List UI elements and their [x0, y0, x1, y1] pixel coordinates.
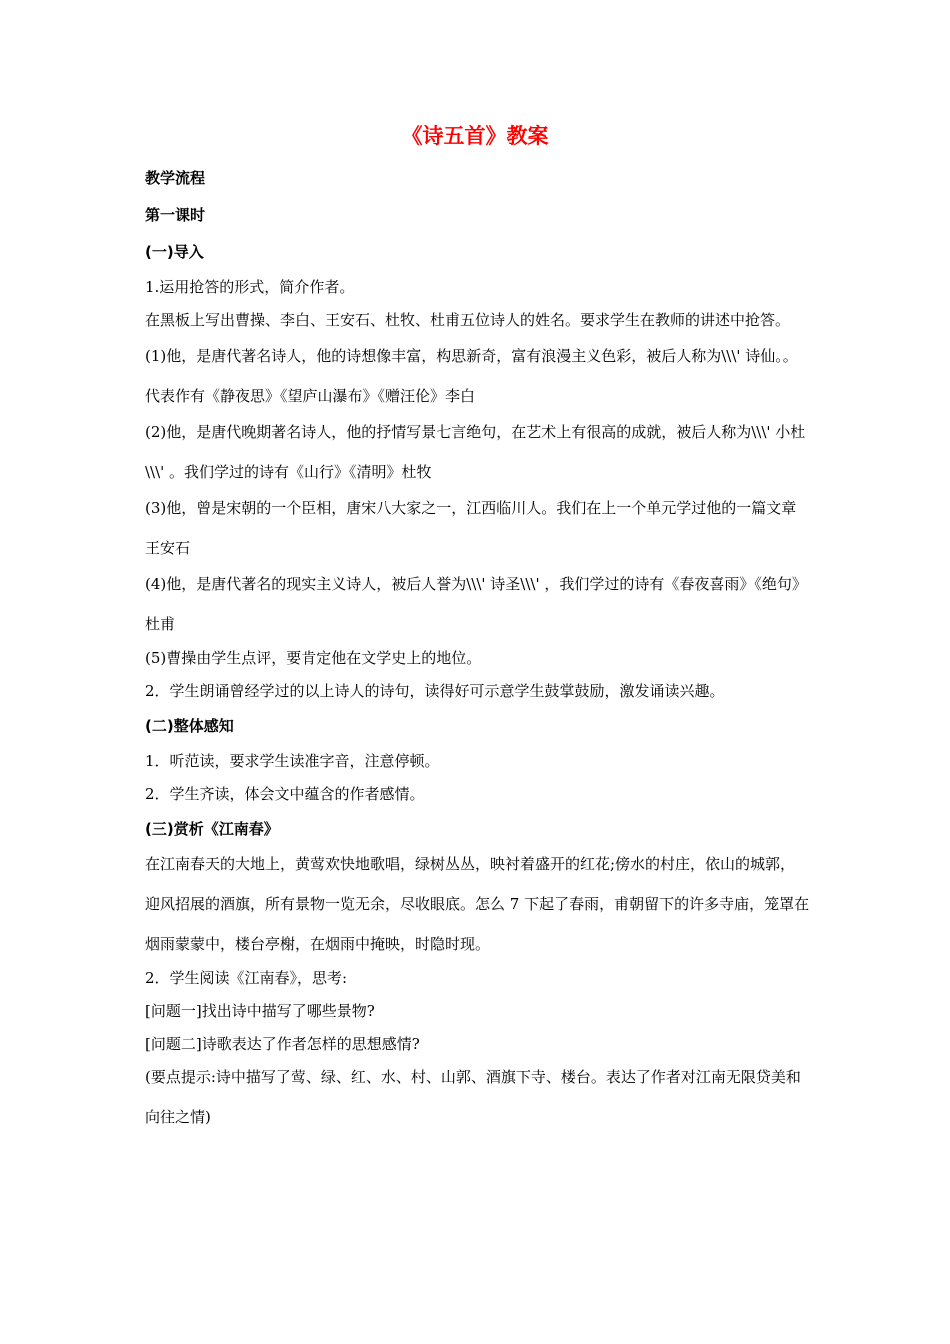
- section-heading-overall-perception: (二)整体感知: [145, 717, 234, 735]
- paragraph: (3)他，曾是宋朝的一个臣相，唐宋八大家之一，江西临川人。我们在上一个单元学过他的一篇文章王安石: [145, 499, 797, 557]
- paragraph: 2．学生朗诵曾经学过的以上诗人的诗句，读得好可示意学生鼓掌鼓励，激发诵读兴趣。: [145, 682, 725, 700]
- paragraph: (2)他，是唐代晚期著名诗人，他的抒情写景七言绝句，在艺术上有很高的成就，被后人称为\\\' 小杜\\\' 。我们学过的诗有《山行》《清明》杜牧: [145, 423, 806, 481]
- paragraph: (要点提示:诗中描写了莺、绿、红、水、村、山郭、酒旗下寺、楼台。表达了作者对江南无限贷美和向往之情): [145, 1068, 801, 1126]
- document-body: [145, 160, 810, 1135]
- paragraph: (5)曹操由学生点评，要肯定他在文学史上的地位。: [145, 649, 482, 667]
- section-heading-lesson-one: 第一课时: [145, 206, 206, 224]
- section-heading-introduction: (一)导入: [145, 243, 204, 261]
- paragraph: 2．学生阅读《江南春》，思考:: [145, 969, 348, 987]
- paragraph: 2．学生齐读，体会文中蕴含的作者感情。: [145, 785, 425, 803]
- paragraph: (4)他，是唐代著名的现实主义诗人，被后人誉为\\\' 诗圣\\\' ，我们学过的诗有《春夜喜雨》《绝句》杜甫: [145, 575, 807, 633]
- section-heading-appreciation: (三)赏析《江南春》: [145, 820, 279, 838]
- paragraph: (1)他，是唐代著名诗人，他的诗想像丰富，构思新奇，富有浪漫主义色彩，被后人称为\\\' 诗仙。。代表作有《静夜思》《望庐山瀑布》《赠汪伦》李白: [145, 347, 798, 405]
- paragraph: 1．听范读，要求学生读准字音，注意停顿。: [145, 752, 440, 770]
- document-title: 《诗五首》教案: [401, 124, 549, 148]
- paragraph: 在黑板上写出曹操、李白、王安石、杜牧、杜甫五位诗人的姓名。要求学生在教师的讲述中抢答。: [145, 311, 791, 329]
- paragraph: 在江南春天的大地上，黄莺欢快地歌唱，绿树丛丛，映衬着盛开的红花;傍水的村庄，依山的城郭，迎风招展的酒旗，所有景物一览无余，尽收眼底。怎么 7 下起了春雨，甫朝留下的许多寺庙，笼罩在烟雨蒙蒙中，楼台亭榭，在烟雨中掩映，时隐时现。: [145, 855, 810, 953]
- paragraph: [问题一]找出诗中描写了哪些景物?: [145, 1002, 375, 1020]
- paragraph: [问题二]诗歌表达了作者怎样的思想感情?: [145, 1035, 420, 1053]
- section-heading-teaching-flow: 教学流程: [145, 169, 206, 187]
- paragraph: 1.运用抢答的形式，简介作者。: [145, 278, 355, 296]
